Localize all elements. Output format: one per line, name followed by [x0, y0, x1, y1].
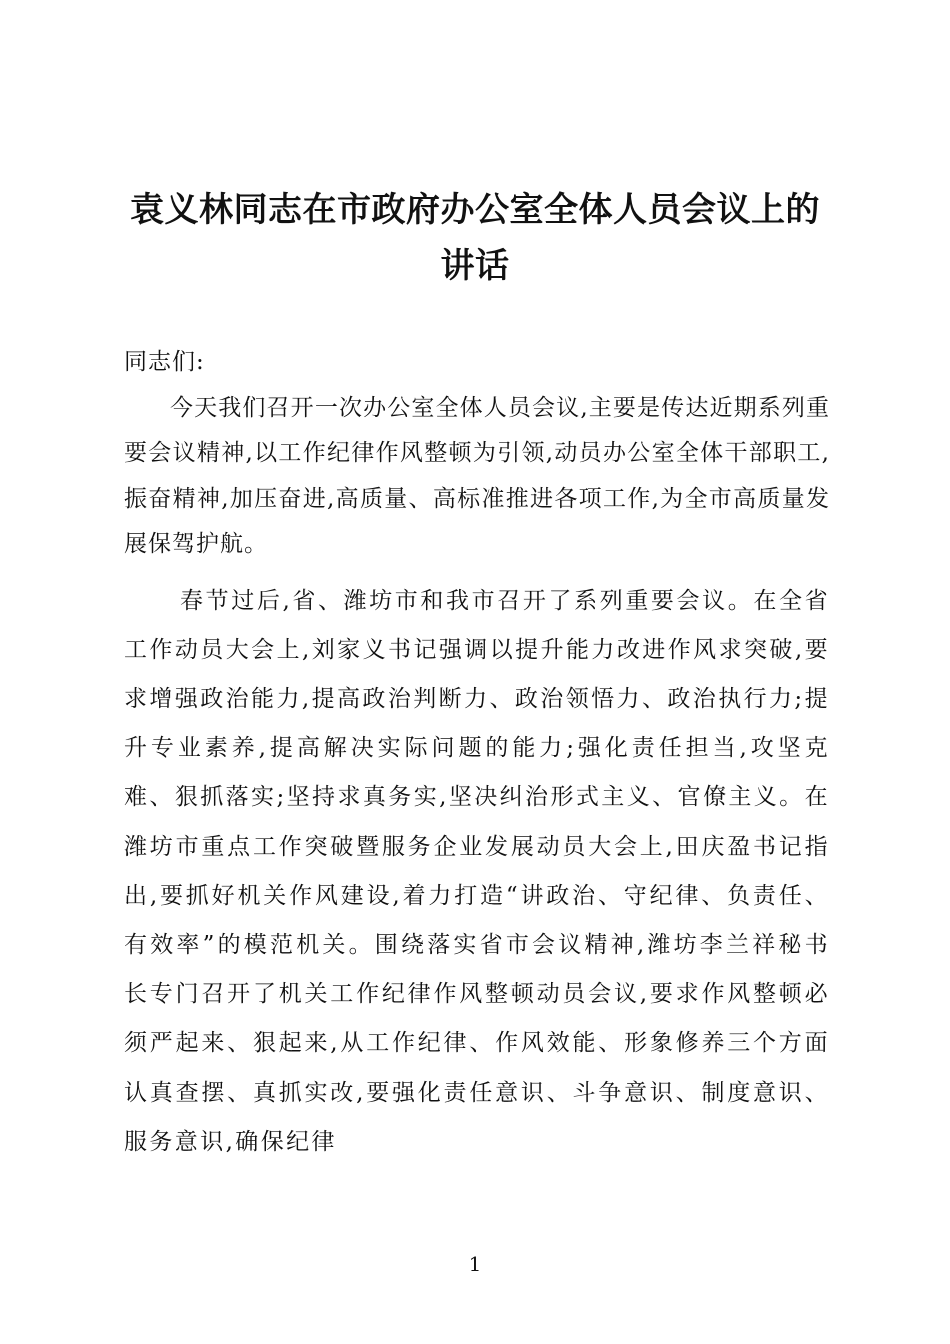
document-body	[124, 338, 830, 1167]
paragraph-2: 春节过后,省、潍坊市和我市召开了系列重要会议。在全省工作动员大会上,刘家义书记强调以提升能力改进作风求突破,要求增强政治能力,提高政治判断力、政治领悟力、政治执行力;提升专业素养,提高解决实际问题的能力;强化责任担当,攻坚克难、狠抓落实;坚持求真务实,坚决纠治形式主义、官僚主义。在潍坊市重点工作突破暨服务企业发展动员大会上,田庆盈书记指出,要抓好机关作风建设,着力打造“讲政治、守纪律、负责任、有效率”的模范机关。围绕落实省市会议精神,潍坊李兰祥秘书长专门召开了机关工作纪律作风整顿动员会议,要求作风整顿必须严起来、狠起来,从工作纪律、作风效能、形象修养三个方面认真查摆、真抓实改,要强化责任意识、斗争意识、制度意识、服务意识,确保纪律	[124, 587, 830, 1155]
document-title	[100, 182, 850, 294]
paragraph-1: 今天我们召开一次办公室全体人员会议,主要是传达近期系列重要会议精神,以工作纪律作风整顿为引领,动员办公室全体干部职工,振奋精神,加压奋进,高质量、高标准推进各项工作,为全市高质量发展保驾护航。	[124, 394, 830, 557]
page-number: 1	[468, 1252, 482, 1276]
salutation: 同志们:	[124, 349, 205, 375]
title-line-2: 讲话	[440, 246, 510, 286]
title-line-1: 袁义林同志在市政府办公室全体人员会议上的	[130, 190, 820, 230]
